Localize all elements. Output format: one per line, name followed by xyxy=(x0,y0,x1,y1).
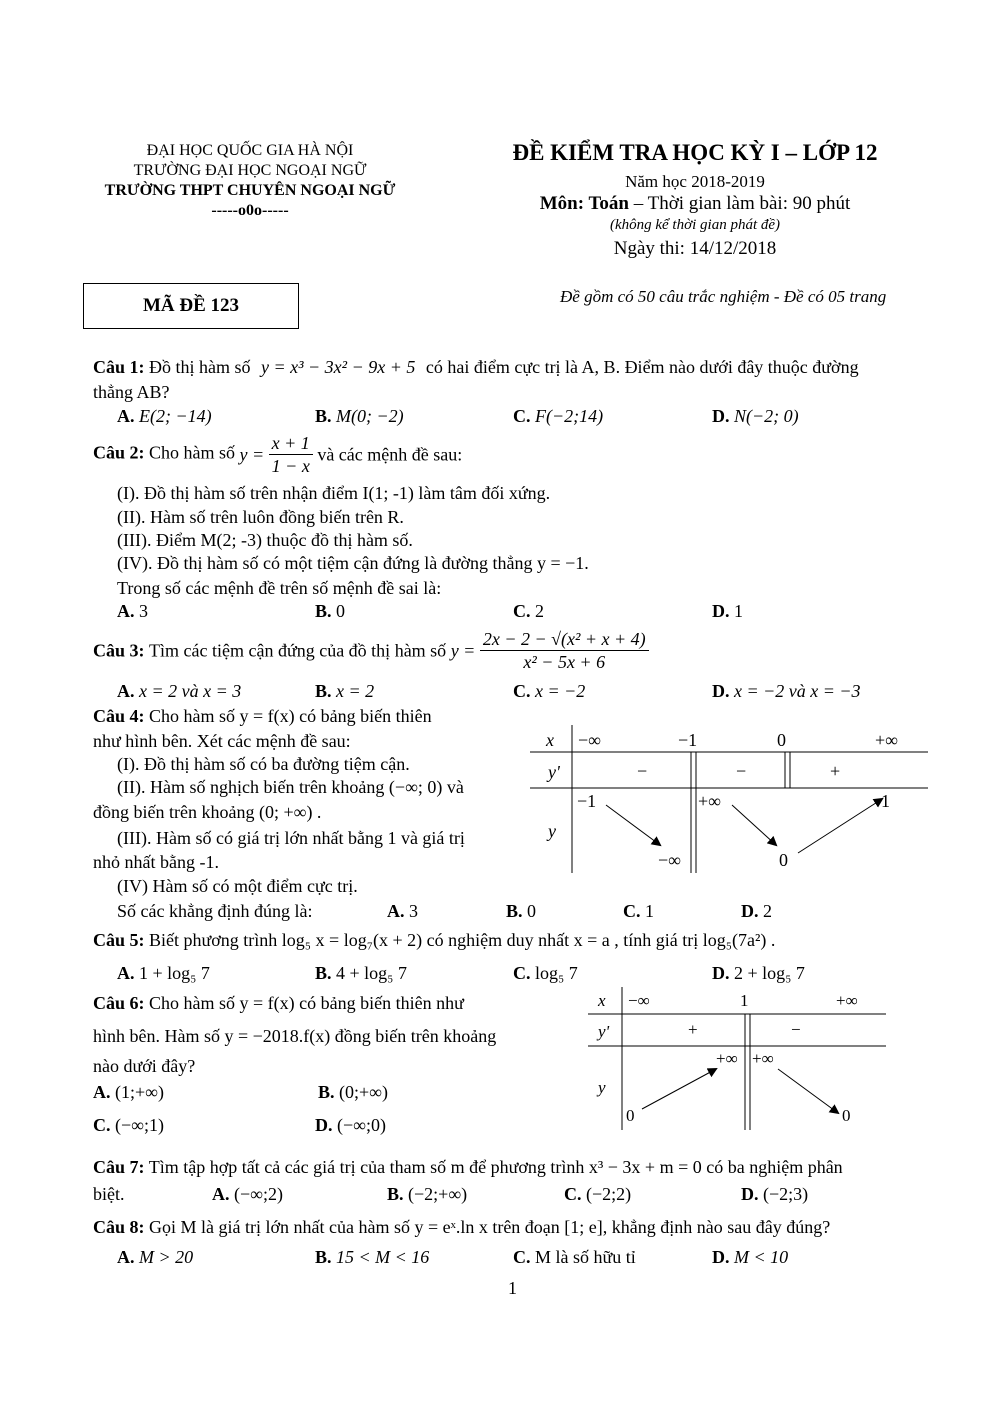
opt-letter: A. xyxy=(117,681,135,701)
q8-option-d[interactable] xyxy=(712,1247,788,1268)
opt-text: E(2; −14) xyxy=(139,406,212,426)
q1-option-b[interactable] xyxy=(315,406,404,427)
opt-text: 15 < M < 16 xyxy=(336,1247,430,1267)
q6-l2: hình bên. Hàm số y = −2018.f(x) đồng biến trên khoảng xyxy=(93,1026,497,1046)
subject-line xyxy=(470,193,920,215)
q6-header-y: y xyxy=(598,1078,606,1097)
opt-text: 3 xyxy=(139,601,148,621)
opt-text: (−∞;2) xyxy=(234,1184,283,1204)
q4-l1: Cho hàm số y = f(x) có bảng biến thiên xyxy=(149,706,432,726)
q2-option-a[interactable] xyxy=(117,601,148,622)
q2-ask: Trong số các mệnh đề trên số mệnh đề sai là: xyxy=(117,578,442,598)
q4-sign: − xyxy=(736,761,747,781)
question-4-line1 xyxy=(93,706,432,727)
opt-letter: C. xyxy=(513,406,531,426)
q6-header-x: x xyxy=(598,991,606,1010)
opt-letter: C. xyxy=(564,1184,582,1204)
header-left-line4: -----o0o----- xyxy=(211,202,289,219)
q2-fraction xyxy=(269,432,313,477)
opt-letter: A. xyxy=(117,1247,135,1267)
q6-option-a[interactable] xyxy=(93,1082,164,1103)
opt-text: 2 xyxy=(535,601,544,621)
q4-x-val: −1 xyxy=(678,730,698,750)
opt-text: 0 xyxy=(336,601,346,621)
q6-y-val: +∞ xyxy=(716,1049,738,1068)
q4-ask-text: Số các khẳng định đúng là: xyxy=(117,901,313,921)
q2-den: 1 − x xyxy=(271,456,310,476)
question-6-line1 xyxy=(93,993,464,1014)
q8-text: Gọi M là giá trị lớn nhất của hàm số y = eˣ.ln x trên đoạn [1; e], khẳng định nào sau đây đúng? xyxy=(149,1217,831,1237)
exam-summary: Đề gồm có 50 câu trắc nghiệm - Đề có 05 trang xyxy=(560,287,887,306)
question-7-label: Câu 7: xyxy=(93,1157,145,1177)
q5-option-d[interactable] xyxy=(712,963,805,984)
header-left-line2: TRƯỜNG ĐẠI HỌC NGOẠI NGỮ xyxy=(133,162,367,179)
opt-text: 2 xyxy=(763,901,772,921)
q4-header-y: y xyxy=(548,821,556,841)
opt-letter: D. xyxy=(741,1184,759,1204)
school-year: Năm học 2018-2019 xyxy=(625,172,765,191)
q6-l1: Cho hàm số y = f(x) có bảng biến thiên như xyxy=(149,993,464,1013)
q3-option-a[interactable] xyxy=(117,681,241,702)
q1-text-b: có hai điểm cực trị là A, B. Điểm nào dưới đây thuộc đường xyxy=(425,357,859,377)
q5-option-c[interactable] xyxy=(513,963,578,984)
opt-letter: D. xyxy=(315,1115,333,1135)
q7-l1: Tìm tập hợp tất cả các giá trị của tham số m để phương trình x³ − 3x + m = 0 có ba nghiệm phân xyxy=(148,1157,843,1177)
question-1-line1 xyxy=(93,357,859,378)
q6-y-val: +∞ xyxy=(752,1049,774,1068)
opt-text: M < 10 xyxy=(734,1247,789,1267)
q3-den: x² − 5x + 6 xyxy=(523,652,606,672)
q1-option-a[interactable] xyxy=(117,406,212,427)
q4-option-b[interactable] xyxy=(506,901,536,922)
q4-statement-1: (I). Đồ thị hàm số có ba đường tiệm cận. xyxy=(117,754,410,774)
q2-text-a: Cho hàm số xyxy=(149,442,236,463)
opt-text: 0 xyxy=(527,901,537,921)
q1-option-c[interactable] xyxy=(513,406,603,427)
q3-option-c[interactable] xyxy=(513,681,585,702)
subject-rest: – Thời gian làm bài: 90 phút xyxy=(628,193,851,214)
q1-text-a: Đồ thị hàm số xyxy=(149,357,251,377)
opt-text: x = 2 xyxy=(336,681,375,701)
q6-option-b[interactable] xyxy=(318,1082,388,1103)
q5-text: Biết phương trình log₅ x = log₇(x + 2) có nghiệm duy nhất x = a , tính giá trị log₅(7a²) . xyxy=(149,930,776,950)
question-3-line1 xyxy=(93,628,649,673)
q2-option-b[interactable] xyxy=(315,601,345,622)
q4-header-x: x xyxy=(546,730,554,750)
q3-y: y = xyxy=(450,640,476,661)
exam-code-box: MÃ ĐỀ 123 xyxy=(83,283,299,329)
opt-letter: D. xyxy=(741,901,759,921)
opt-text: x = −2 xyxy=(535,681,586,701)
question-4-label: Câu 4: xyxy=(93,706,145,726)
q4-option-a[interactable] xyxy=(387,901,418,922)
q3-text-a: Tìm các tiệm cận đứng của đồ thị hàm số xyxy=(149,640,447,661)
q4-x-val: 0 xyxy=(777,730,786,750)
q4-y-val: 1 xyxy=(881,791,890,811)
opt-letter: C. xyxy=(513,681,531,701)
question-2-line1 xyxy=(93,432,462,477)
q6-option-d[interactable] xyxy=(315,1115,386,1136)
q2-statement-3: (III). Điểm M(2; -3) thuộc đồ thị hàm số. xyxy=(117,530,413,550)
opt-letter: D. xyxy=(712,963,730,983)
opt-letter: D. xyxy=(712,1247,730,1267)
question-1-line2: thẳng AB? xyxy=(93,382,170,402)
q3-num: 2x − 2 − √(x² + x + 4) xyxy=(480,628,649,651)
opt-text: (−2;2) xyxy=(586,1184,632,1204)
opt-letter: C. xyxy=(513,601,531,621)
q6-arrow-down xyxy=(778,1069,838,1113)
q7-option-b[interactable] xyxy=(387,1184,467,1205)
q8-option-b[interactable] xyxy=(315,1247,429,1268)
q1-formula: y = x³ − 3x² − 9x + 5 xyxy=(261,357,416,377)
q4-sign: + xyxy=(830,761,841,781)
q6-x-val: +∞ xyxy=(836,991,858,1010)
opt-text: (1;+∞) xyxy=(115,1082,164,1102)
opt-text: 3 xyxy=(409,901,418,921)
subject-label: Môn: Toán xyxy=(539,193,629,214)
q4-arrow-down xyxy=(732,805,776,845)
q5-option-a[interactable] xyxy=(117,963,210,984)
q6-x-val: 1 xyxy=(740,991,749,1010)
question-1-label: Câu 1: xyxy=(93,357,145,377)
q2-statement-4: (IV). Đồ thị hàm số có một tiệm cận đứng là đường thẳng y = −1. xyxy=(117,553,589,573)
opt-text: (−2;+∞) xyxy=(408,1184,468,1204)
question-2-label: Câu 2: xyxy=(93,442,145,463)
opt-text: F(−2;14) xyxy=(535,406,604,426)
q2-statement-2: (II). Hàm số trên luôn đồng biến trên R. xyxy=(117,507,404,527)
q8-option-c[interactable] xyxy=(513,1247,636,1268)
q3-option-d[interactable] xyxy=(712,681,861,702)
opt-letter: A. xyxy=(117,601,135,621)
q7-option-c[interactable] xyxy=(564,1184,631,1205)
q6-sign: + xyxy=(688,1020,698,1039)
q7-l2: biệt. xyxy=(93,1184,125,1204)
q7-option-d[interactable] xyxy=(741,1184,808,1205)
opt-text: x = −2 và x = −3 xyxy=(734,681,861,701)
q4-y-val: −∞ xyxy=(658,850,681,870)
q6-header-yp: y' xyxy=(598,1022,610,1041)
question-7-line1 xyxy=(93,1157,843,1178)
opt-text: 4 + log₅ 7 xyxy=(336,963,407,983)
opt-text: 1 xyxy=(645,901,654,921)
opt-text: x = 2 và x = 3 xyxy=(139,681,242,701)
opt-text: 1 xyxy=(734,601,743,621)
q2-y: y = xyxy=(239,444,265,465)
opt-letter: B. xyxy=(387,1184,404,1204)
opt-letter: C. xyxy=(93,1115,111,1135)
time-note: (không kể thời gian phát đề) xyxy=(609,217,781,233)
opt-text: M > 20 xyxy=(139,1247,194,1267)
question-8-label: Câu 8: xyxy=(93,1217,145,1237)
q3-fraction xyxy=(480,628,649,673)
q5-option-b[interactable] xyxy=(315,963,407,984)
q4-arrow-up xyxy=(798,799,882,853)
q4-y-val: +∞ xyxy=(698,791,721,811)
opt-text: (−∞;1) xyxy=(115,1115,164,1135)
opt-text: 2 + log₅ 7 xyxy=(734,963,805,983)
q4-arrow-down xyxy=(606,805,660,845)
q6-l3: nào dưới đây? xyxy=(93,1056,196,1076)
q4-statement-3b: nhỏ nhất bằng -1. xyxy=(93,852,219,872)
q4-x-val: +∞ xyxy=(875,730,898,750)
opt-letter: B. xyxy=(315,681,332,701)
q4-ask xyxy=(117,901,312,922)
q1-option-d[interactable] xyxy=(712,406,799,427)
q7-option-a[interactable] xyxy=(212,1184,283,1205)
q2-statement-1: (I). Đồ thị hàm số trên nhận điểm I(1; -1) làm tâm đối xứng. xyxy=(117,483,551,503)
opt-letter: B. xyxy=(318,1082,335,1102)
question-5-label: Câu 5: xyxy=(93,930,145,950)
opt-letter: C. xyxy=(513,963,531,983)
q2-option-c[interactable] xyxy=(513,601,544,622)
opt-text: (0;+∞) xyxy=(339,1082,388,1102)
opt-letter: B. xyxy=(315,406,332,426)
opt-text: (−2;3) xyxy=(763,1184,809,1204)
q4-statement-2a: (II). Hàm số nghịch biến trên khoảng (−∞; 0) và xyxy=(117,777,464,797)
opt-text: N(−2; 0) xyxy=(734,406,799,426)
opt-letter: B. xyxy=(315,601,332,621)
opt-text: (−∞;0) xyxy=(337,1115,386,1135)
opt-letter: B. xyxy=(315,1247,332,1267)
q4-option-c[interactable] xyxy=(623,901,654,922)
q3-option-b[interactable] xyxy=(315,681,374,702)
q2-num: x + 1 xyxy=(269,432,313,455)
q4-sign: − xyxy=(637,761,648,781)
opt-letter: A. xyxy=(117,406,135,426)
q6-x-val: −∞ xyxy=(628,991,650,1010)
opt-text: M(0; −2) xyxy=(336,406,404,426)
opt-text: M là số hữu tỉ xyxy=(535,1247,636,1267)
opt-letter: C. xyxy=(623,901,641,921)
opt-letter: B. xyxy=(315,963,332,983)
question-6-label: Câu 6: xyxy=(93,993,145,1013)
q4-header-yp: y' xyxy=(548,762,560,782)
exam-date: Ngày thi: 14/12/2018 xyxy=(613,238,777,259)
q4-y-val: −1 xyxy=(577,791,597,811)
opt-letter: D. xyxy=(712,681,730,701)
q6-y-val: 0 xyxy=(842,1106,851,1125)
opt-letter: A. xyxy=(117,963,135,983)
q2-text-b: và các mệnh đề sau: xyxy=(317,444,463,465)
page-number: 1 xyxy=(508,1278,517,1298)
q4-variation-table xyxy=(530,725,930,875)
q4-x-val: −∞ xyxy=(578,730,601,750)
q4-option-d[interactable] xyxy=(741,901,772,922)
q4-l2: như hình bên. Xét các mệnh đề sau: xyxy=(93,731,351,751)
question-3-label: Câu 3: xyxy=(93,640,145,661)
opt-letter: C. xyxy=(513,1247,531,1267)
opt-letter: A. xyxy=(93,1082,111,1102)
header-left-line1: ĐẠI HỌC QUỐC GIA HÀ NỘI xyxy=(146,142,354,159)
q8-option-a[interactable] xyxy=(117,1247,193,1268)
opt-letter: B. xyxy=(506,901,523,921)
q4-statement-4: (IV) Hàm số có một điểm cực trị. xyxy=(117,876,358,896)
q6-arrow-up xyxy=(642,1069,716,1109)
opt-text: 1 + log₅ 7 xyxy=(139,963,210,983)
q6-sign: − xyxy=(791,1020,801,1039)
q2-option-d[interactable] xyxy=(712,601,743,622)
q4-statement-2b: đồng biến trên khoảng (0; +∞) . xyxy=(93,802,322,822)
exam-title: ĐỀ KIỂM TRA HỌC KỲ I – LỚP 12 xyxy=(512,140,878,165)
opt-text: log₅ 7 xyxy=(535,963,578,983)
opt-letter: A. xyxy=(212,1184,230,1204)
header-left-line3: TRƯỜNG THPT CHUYÊN NGOẠI NGỮ xyxy=(104,182,396,199)
question-8-line1 xyxy=(93,1217,830,1238)
question-5-line1 xyxy=(93,930,775,951)
opt-letter: A. xyxy=(387,901,405,921)
opt-letter: D. xyxy=(712,601,730,621)
q6-variation-table xyxy=(588,987,888,1132)
q6-y-val: 0 xyxy=(626,1106,635,1125)
opt-letter: D. xyxy=(712,406,730,426)
q4-y-val: 0 xyxy=(779,850,788,870)
q6-option-c[interactable] xyxy=(93,1115,164,1136)
q4-statement-3a: (III). Hàm số có giá trị lớn nhất bằng 1 và giá trị xyxy=(117,828,465,848)
